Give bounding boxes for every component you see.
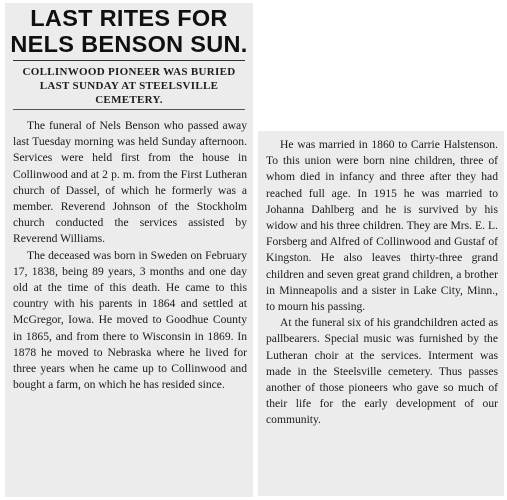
- article-headline: [5, 3, 253, 57]
- article-subheadline: COLLINWOOD PIONEER WAS BURIED LAST SUNDAY AT STEELSVILLE CEMETERY.: [22, 66, 236, 106]
- headline-rule: [13, 60, 245, 61]
- paragraph-family: He was married in 1860 to Carrie Halstenson. To this union were born nine children, three of whom died in infancy and three after they had reached full age. In 1915 he was married to Johanna Dahlberg and he is survived by his widow and his three children. They are Mrs. E. L. Forsberg and Alfred of Collinwood and Gustaf of Kingston. He also leaves thirty-three grand children and seven great grand children, a brother in Minneapolis and a sister in Lake City, Minn., to mourn his passing.: [266, 138, 498, 314]
- paragraph-funeral: The funeral of Nels Benson who passed away last Tuesday morning was held Sunday afternoon. Services were held first from the house in Collinwood and at 2 p. m. from the First Lutheran church of Dassel, of which he formerly was a member. Reverend Johnson of the Stockholm church conducted the services assisted by Reverend Williams.: [13, 119, 247, 246]
- headline-line-2: NELS BENSON SUN.: [10, 31, 248, 57]
- subheadline-rule: [13, 109, 245, 110]
- paragraph-biography: The deceased was born in Sweden on February 17, 1838, being 89 years, 3 months and one day old at the time of this death. He came to this country with his parents in 1864 and settled at McGregor, Iowa. He moved to Goodhue County in 1865, and from there to Wisconsin in 1869. In 1878 he moved to Nebraska where he lived for three years when he came up to Collinwood and bought a farm, on which he has resided since.: [13, 248, 247, 392]
- paragraph-burial: At the funeral six of his grandchildren acted as pallbearers. Special music was furnished by the Lutheran choir at the services. Interment was made in the Steelsville cemetery. Thus passes another of those pioneers who gave so much of their life for the early development of our community.: [266, 316, 498, 427]
- article-column-left: [5, 3, 253, 497]
- article-column-right: [258, 131, 504, 496]
- headline-line-1: LAST RITES FOR: [30, 5, 228, 31]
